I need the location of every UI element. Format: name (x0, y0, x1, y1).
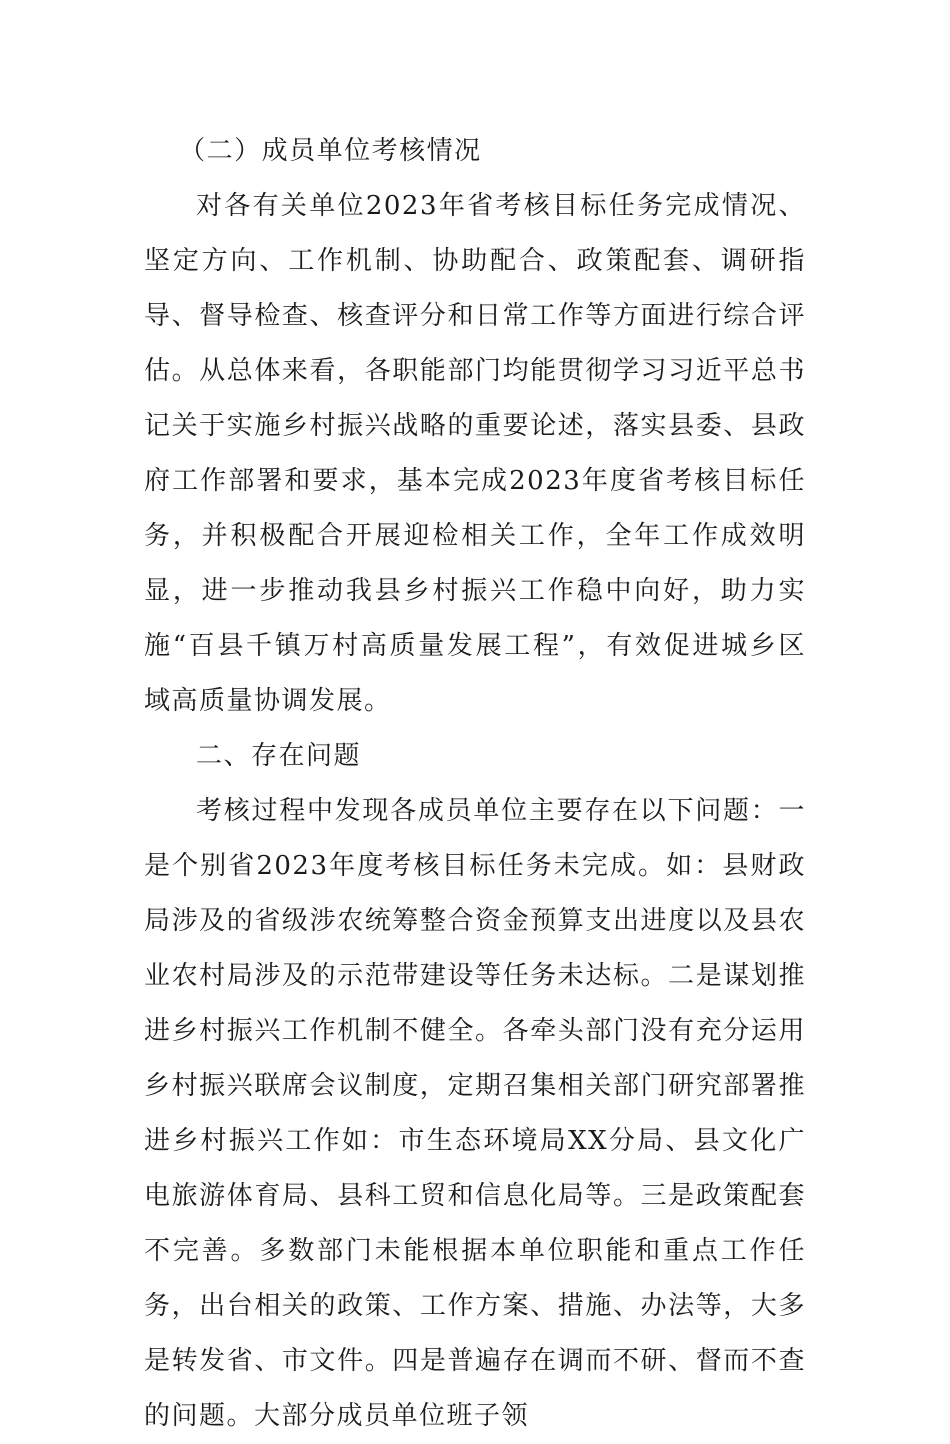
section-heading: 二、存在问题 (196, 741, 362, 771)
problems-paragraph: 考核过程中发现各成员单位主要存在以下问题：一是个别省2023年度考核目标任务未完成。如：县财政局涉及的省级涉农统筹整合资金预算支出进度以及县农业农村局涉及的示范带建设等任务未达标。二是谋划推进乡村振兴工作机制不健全。各牵头部门没有充分运用乡村振兴联席会议制度，定期召集相关部门研究部署推进乡村振兴工作如：市生态环境局XX分局、县文化广电旅游体育局、县科工贸和信息化局等。三是政策配套不完善。多数部门未能根据本单位职能和重点工作任务，出台相关的政策、工作方案、措施、办法等，大多是转发省、市文件。四是普遍存在调而不研、督而不查的问题。大部分成员单位班子领 (144, 796, 806, 1431)
section-sub-heading: （二）成员单位考核情况 (179, 136, 482, 166)
document-page (144, 124, 806, 1444)
assessment-paragraph: 对各有关单位2023年省考核目标任务完成情况、坚定方向、工作机制、协助配合、政策配套、调研指导、督导检查、核查评分和日常工作等方面进行综合评估。从总体来看，各职能部门均能贯彻学习习近平总书记关于实施乡村振兴战略的重要论述，落实县委、县政府工作部署和要求，基本完成2023年度省考核目标任务，并积极配合开展迎检相关工作，全年工作成效明显，进一步推动我县乡村振兴工作稳中向好，助力实施“百县千镇万村高质量发展工程”，有效促进城乡区域高质量协调发展。 (144, 191, 806, 716)
